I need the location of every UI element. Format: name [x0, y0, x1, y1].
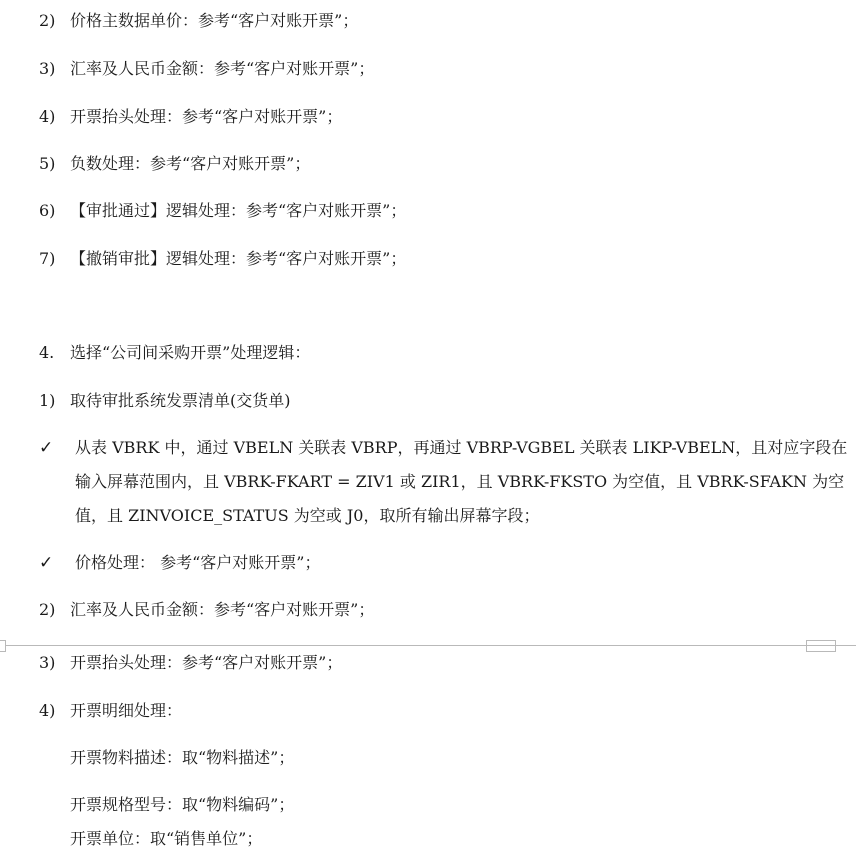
- checklist-text: 价格处理： 参考“客户对账开票”；: [75, 553, 321, 572]
- list-item: [0, 391, 856, 411]
- checklist-text-line: 输入屏幕范围内，且 VBRK-FKART = ZIV1 或 ZIR1，且 VBRK-FKSTO 为空值，且 VBRK-SFAKN 为空: [75, 472, 845, 491]
- item-text: 开票明细处理：: [70, 701, 183, 720]
- section-number: 4.: [39, 343, 55, 362]
- item-text: 开票抬头处理：参考“客户对账开票”；: [70, 107, 343, 126]
- list-item: [0, 59, 856, 79]
- item-text: 汇率及人民币金额：参考“客户对账开票”；: [70, 59, 375, 78]
- item-text: 价格主数据单价：参考“客户对账开票”；: [70, 11, 359, 30]
- list-item: [0, 600, 856, 620]
- list-item: [0, 701, 856, 721]
- checklist-item: [0, 553, 856, 573]
- checklist-item: [0, 438, 856, 458]
- item-text: 开票抬头处理：参考“客户对账开票”；: [70, 653, 343, 672]
- section-heading: [0, 343, 856, 363]
- detail-line: [0, 829, 856, 849]
- checklist-item-continued: [0, 506, 856, 526]
- item-number: 1): [39, 391, 56, 410]
- item-text: 汇率及人民币金额：参考“客户对账开票”；: [70, 600, 375, 619]
- item-number: 3): [39, 59, 56, 78]
- item-number: 6): [39, 201, 56, 220]
- item-text: 【撤销审批】逻辑处理：参考“客户对账开票”；: [70, 249, 407, 268]
- item-text: 【审批通过】逻辑处理：参考“客户对账开票”；: [70, 201, 407, 220]
- check-icon: ✓: [39, 438, 54, 458]
- detail-line: [0, 748, 856, 768]
- item-number: 5): [39, 154, 56, 173]
- list-item: [0, 249, 856, 269]
- item-number: 2): [39, 11, 56, 30]
- list-item: [0, 201, 856, 221]
- item-number: 4): [39, 107, 56, 126]
- detail-text: 开票物料描述：取“物料描述”；: [70, 748, 295, 767]
- item-number: 3): [39, 653, 56, 672]
- page-break-line: [0, 645, 856, 646]
- item-number: 2): [39, 600, 56, 619]
- checklist-text-line: 值，且 ZINVOICE_STATUS 为空或 J0，取所有输出屏幕字段；: [75, 506, 540, 525]
- checklist-item-continued: [0, 472, 856, 492]
- list-item: [0, 154, 856, 174]
- item-number: 7): [39, 249, 56, 268]
- list-item: [0, 11, 856, 31]
- section-title: 选择“公司间采购开票”处理逻辑：: [70, 343, 311, 362]
- page-break-left-marker: [0, 640, 6, 652]
- item-text: 负数处理：参考“客户对账开票”；: [70, 154, 311, 173]
- detail-text: 开票规格型号：取“物料编码”；: [70, 795, 295, 814]
- list-item: [0, 107, 856, 127]
- item-number: 4): [39, 701, 56, 720]
- checklist-text-line: 从表 VBRK 中，通过 VBELN 关联表 VBRP，再通过 VBRP-VGBEL 关联表 LIKP-VBELN，且对应字段在: [75, 438, 848, 457]
- list-item: [0, 653, 856, 673]
- page-break-right-marker: [806, 640, 836, 652]
- detail-line: [0, 795, 856, 815]
- item-text: 取待审批系统发票清单(交货单): [70, 391, 291, 410]
- detail-text: 开票单位：取“销售单位”；: [70, 829, 263, 848]
- check-icon: ✓: [39, 553, 54, 573]
